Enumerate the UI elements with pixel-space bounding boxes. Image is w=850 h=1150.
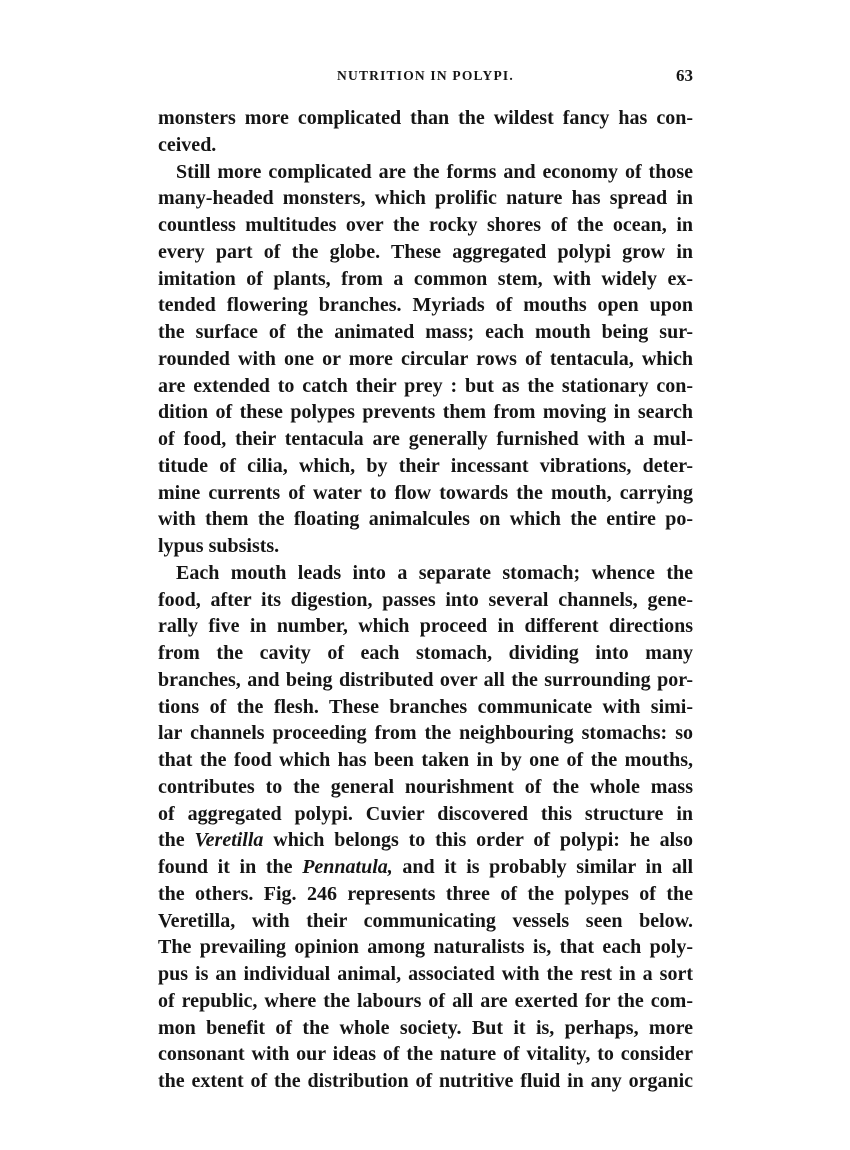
text-line: monsters more complicated than the wildest fancy has con- (158, 107, 693, 129)
text-line: of food, their tentacula are generally furnished with a mul- (158, 428, 693, 450)
text-run: and it is probably similar in all (392, 856, 694, 878)
text-line: pus is an individual animal, associated with the rest in a sort (158, 963, 693, 985)
text-run: found it in the (158, 856, 303, 878)
text-line: The prevailing opinion among naturalists is, that each poly- (158, 936, 693, 959)
body-text (158, 105, 693, 1095)
italic-term-pennatula: Pennatula, (302, 856, 393, 878)
text-line: consonant with our ideas of the nature of vitality, to consider (158, 1043, 693, 1066)
text-line: are extended to catch their prey : but as the stationary con- (158, 374, 693, 397)
text-line: contributes to the general nourishment of the whole mass (158, 775, 693, 798)
text-line: countless multitudes over the rocky shores of the ocean, in (158, 214, 693, 236)
text-line: Veretilla, with their communicating vessels seen below. (158, 909, 693, 932)
italic-term-veretilla: Veretilla (194, 829, 264, 852)
text-line: titude of cilia, which, by their incessant vibrations, deter- (158, 454, 693, 477)
text-line: with them the floating animalcules on which the entire po- (158, 508, 693, 531)
text-line (158, 854, 693, 881)
text-line: mine currents of water to flow towards the mouth, carrying (158, 481, 693, 504)
page-number: 63 (676, 66, 693, 85)
text-line: the surface of the animated mass; each mouth being sur- (158, 321, 693, 343)
text-line: mon benefit of the whole society. But it is, perhaps, more (158, 1016, 693, 1039)
text-line (158, 827, 693, 854)
text-line: the extent of the distribution of nutritive fluid in any organic (158, 1070, 693, 1092)
text-line: tended flowering branches. Myriads of mouths open upon (158, 294, 693, 317)
text-line: the others. Fig. 246 represents three of the polypes of the (158, 882, 693, 905)
paragraph-start-line: Each mouth leads into a separate stomach; whence the (176, 561, 693, 584)
text-line: that the food which has been taken in by one of the mouths, (158, 749, 693, 771)
running-head (158, 66, 693, 90)
text-run: which belongs to this order of polypi: he also (263, 829, 693, 852)
text-line: dition of these polypes prevents them from moving in search (158, 401, 693, 424)
text-line: branches, and being distributed over all the surrounding por- (158, 668, 693, 691)
text-line: of republic, where the labours of all are exerted for the com- (158, 989, 693, 1012)
text-line: many-headed monsters, which prolific nature has spread in (158, 187, 693, 210)
text-line: of aggregated polypi. Cuvier discovered this structure in (158, 802, 693, 825)
text-line: from the cavity of each stomach, dividing into many (158, 642, 693, 664)
text-line: rally five in number, which proceed in different directions (158, 615, 693, 638)
running-title: NUTRITION IN POLYPI. (337, 68, 514, 83)
text-line: lypus subsists. (158, 535, 280, 557)
text-line: lar channels proceeding from the neighbouring stomachs: so (158, 722, 693, 745)
text-line: imitation of plants, from a common stem, with widely ex- (158, 267, 693, 290)
text-line: tions of the flesh. These branches communicate with simi- (158, 695, 693, 718)
text-line: ceived. (158, 133, 217, 156)
text-line: food, after its digestion, passes into several channels, gene- (158, 588, 693, 611)
text-line: rounded with one or more circular rows of tentacula, which (158, 347, 693, 370)
text-run: the (158, 829, 195, 852)
text-line: every part of the globe. These aggregated polypi grow in (158, 240, 693, 263)
paragraph-start-line: Still more complicated are the forms and economy of those (176, 160, 693, 183)
